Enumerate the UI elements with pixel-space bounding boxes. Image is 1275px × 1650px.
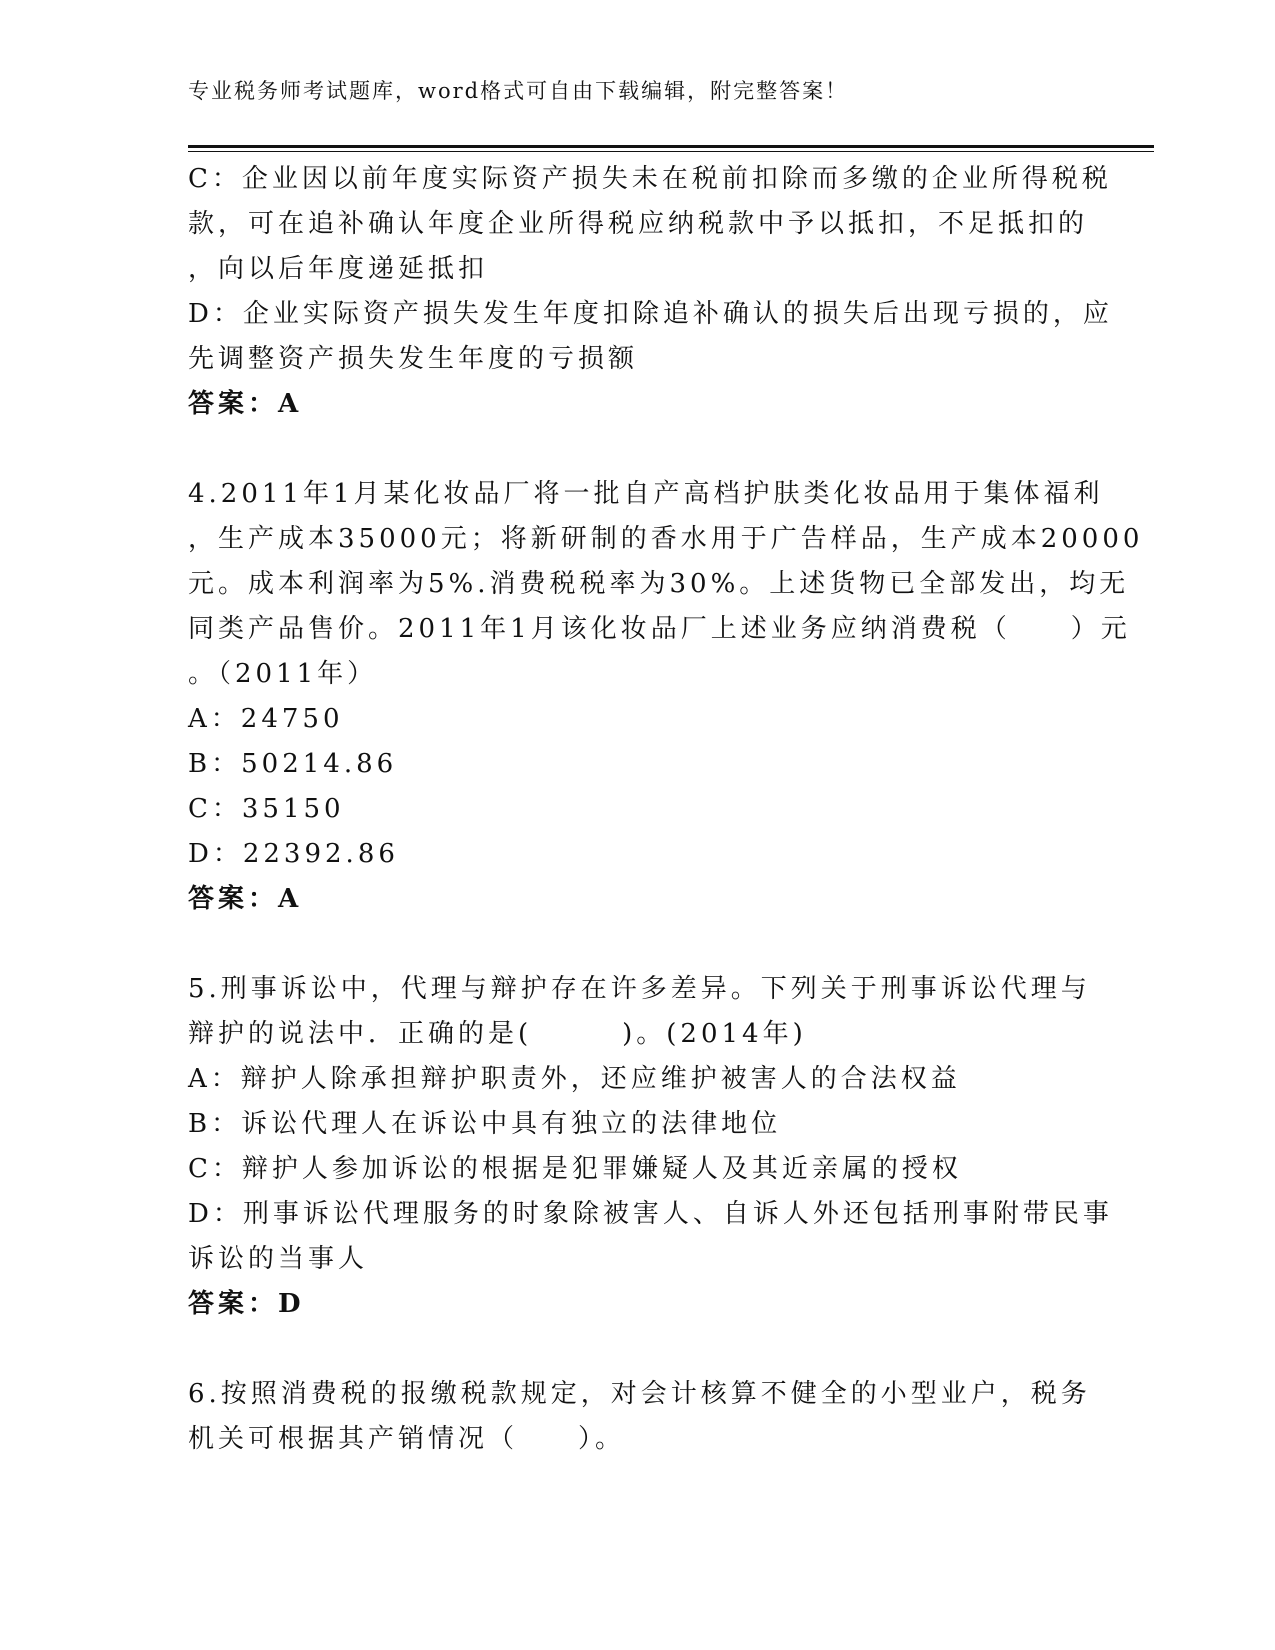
question-4-option-d: D：22392.86: [188, 839, 399, 869]
spacer: [188, 922, 1088, 967]
text-line: 诉讼的当事人: [188, 1244, 369, 1274]
text-line: ，生产成本35000元；将新研制的香水用于广告样品，生产成本20000: [188, 524, 1144, 554]
text-line: 同类产品售价。2011年1月该化妆品厂上述业务应纳消费税（ ）元: [188, 614, 1131, 644]
question-6-stem: [188, 1372, 1091, 1462]
spacer: [188, 1327, 1088, 1372]
text-line: 。（2011年）: [188, 659, 378, 689]
question-5-stem: [188, 967, 1091, 1057]
question-3-answer: 答案：A: [188, 389, 303, 419]
header-rule-thin: [188, 151, 1154, 152]
text-line: ，向以后年度递延抵扣: [188, 254, 489, 284]
question-4-option-a: A：24750: [188, 704, 344, 734]
text-line: 款，可在追补确认年度企业所得税应纳税款中予以抵扣，不足抵扣的: [188, 209, 1089, 239]
header-rule-thick: [188, 145, 1154, 148]
document-body: [188, 157, 1144, 1462]
spacer: [188, 427, 1088, 472]
text-line: 机关可根据其产销情况（ ）。: [188, 1424, 626, 1454]
text-line: 先调整资产损失发生年度的亏损额: [188, 344, 639, 374]
text-line: 4.2011年1月某化妆品厂将一批自产高档护肤类化妆品用于集体福利: [188, 479, 1104, 509]
question-4-answer: 答案：A: [188, 884, 303, 914]
question-4-option-b: B：50214.86: [188, 749, 398, 779]
question-4-stem: [188, 472, 1144, 697]
text-line: 元。成本利润率为5%.消费税税率为30%。上述货物已全部发出，均无: [188, 569, 1130, 599]
question-3-option-d: [188, 292, 1113, 382]
text-line: C：企业因以前年度实际资产损失未在税前扣除而多缴的企业所得税税: [188, 164, 1112, 194]
question-5-option-a: A：辩护人除承担辩护职责外，还应维护被害人的合法权益: [188, 1064, 961, 1094]
page-header: 专业税务师考试题库，word格式可自由下载编辑，附完整答案！: [188, 79, 849, 103]
text-line: 6.按照消费税的报缴税款规定，对会计核算不健全的小型业户，税务: [188, 1379, 1091, 1409]
question-4-option-c: C：35150: [188, 794, 345, 824]
question-3-option-c: [188, 157, 1112, 292]
question-5-option-d: [188, 1192, 1113, 1282]
text-line: 5.刑事诉讼中，代理与辩护存在许多差异。下列关于刑事诉讼代理与: [188, 974, 1091, 1004]
question-5-option-c: C：辩护人参加诉讼的根据是犯罪嫌疑人及其近亲属的授权: [188, 1154, 962, 1184]
text-line: D：刑事诉讼代理服务的时象除被害人、自诉人外还包括刑事附带民事: [188, 1199, 1113, 1229]
question-5-answer: 答案：D: [188, 1289, 305, 1319]
question-5-option-b: B：诉讼代理人在诉讼中具有独立的法律地位: [188, 1109, 782, 1139]
text-line: D：企业实际资产损失发生年度扣除追补确认的损失后出现亏损的，应: [188, 299, 1113, 329]
text-line: 辩护的说法中．正确的是( )。(2014年): [188, 1019, 807, 1049]
